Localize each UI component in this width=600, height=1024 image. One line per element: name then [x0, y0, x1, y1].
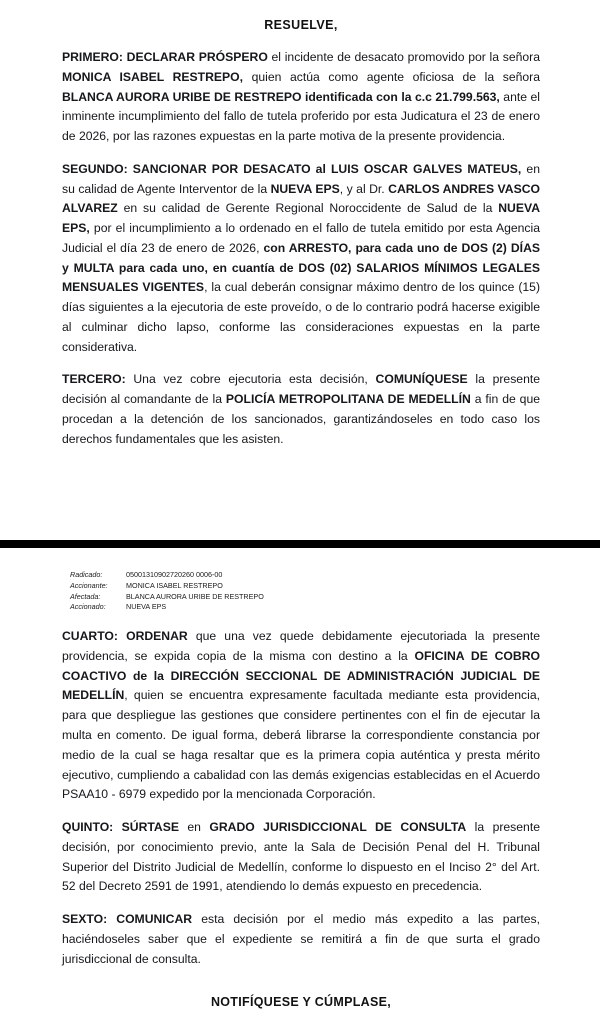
meta-value: 05001310902720260 0006-00 [126, 570, 223, 579]
meta-row [70, 602, 540, 613]
paragraph-cuarto: CUARTO: ORDENAR que una vez quede debidamente ejecutoriada la presente providencia, se expida copia de la misma con destino a la OFICINA DE COBRO COACTIVO de la DIRECCIÓN SECCIONAL DE ADMINISTRACIÓN JUDICIAL DE MEDELLÍN, quien se encuentra expresamente facultada mediante esta providencia, para que despliegue las gestiones que considere pertinentes con el fin de ejecutar la multa en comento. De igual forma, deberá librarse la correspondiente constancia por medio de la cual se haga resaltar que es la primera copia auténtica y presta mérito ejecutivo, cumpliendo a cabalidad con las demás exigencias establecidas en el Acuerdo PSAA10 - 6979 expedido por la mencionada Corporación. [62, 629, 540, 802]
meta-value: NUEVA EPS [126, 602, 167, 612]
meta-label: Radicado: [70, 570, 103, 579]
document-header-meta [62, 570, 540, 613]
meta-label: Afectada: [70, 591, 101, 601]
meta-label: Accionante: [70, 580, 108, 590]
meta-row [70, 581, 540, 592]
meta-label: Accionado: [70, 602, 106, 612]
paragraph-segundo: SEGUNDO: SANCIONAR POR DESACATO al LUIS OSCAR GALVES MATEUS, en su calidad de Agente Interventor de la NUEVA EPS, y al Dr. CARLOS ANDRES VASCO ALVAREZ en su calidad de Gerente Regional Noroccidente de Salud de la NUEVA EPS, por el incumplimiento a lo ordenado en el fallo de tutela emitido por esta Agencia Judicial el día 23 de enero de 2026, con ARRESTO, para cada uno de DOS (2) DÍAS y MULTA para cada uno, en cuantía de DOS (02) SALARIOS MÍNIMOS LEGALES MENSUALES VIGENTES, la cual deberán consignar máximo dentro de los quince (15) días siguientes a la ejecutoria de este proveído, o de lo contrario podrá hacerse exigible al culminar dicho lapso, conforme las consideraciones expuestas en la parte considerativa. [62, 161, 541, 354]
paragraph-sexto: SEXTO: COMUNICAR esta decisión por el medio más expedito a las partes, haciéndoseles saber que el expediente se remitirá a fin de que surta el grado jurisdiccional de consulta. [62, 912, 540, 966]
page-one-body [62, 48, 540, 450]
meta-value: MONICA ISABEL RESTREPO [126, 580, 223, 590]
paragraph-quinto: QUINTO: SÚRTASE en GRADO JURISDICCIONAL DE CONSULTA la presente decisión, por conocimiento previo, ante la Sala de Decisión Penal del H. Tribunal Superior del Distrito Judicial de Medellín, conforme lo dispuesto en el Inciso 2° del Art. 52 del Decreto 2591 de 1991, atendiendo lo demás expuesto en precedencia. [62, 820, 540, 894]
paragraph-primero: PRIMERO: DECLARAR PRÓSPERO el incidente de desacato promovido por la señora MONICA ISABEL RESTREPO, quien actúa como agente oficiosa de la señora BLANCA AURORA URIBE DE RESTREPO identificada con la c.c 21.799.563, ante el inminente incumplimiento del fallo de tutela proferido por esta Judicatura el 23 de enero de 2026, por las razones expuestas en la parte motiva de la presente providencia. [62, 50, 541, 144]
closing-line: NOTIFÍQUESE Y CÚMPLASE, [210, 995, 392, 1010]
page-separator [0, 540, 600, 548]
page-two-body [62, 627, 540, 969]
paragraph-tercero: TERCERO: Una vez cobre ejecutoria esta decisión, COMUNÍQUESE la presente decisión al comandante de la POLICÍA METROPOLITANA DE MEDELLÍN a fin de que procedan a la detención de los sancionados, garantizándoseles en todo caso los derechos fundamentales que les asisten. [62, 372, 541, 446]
meta-row [70, 592, 540, 603]
document-page-two [0, 548, 600, 1024]
page-title: RESUELVE, [264, 18, 338, 32]
meta-row [70, 570, 540, 581]
meta-value: BLANCA AURORA URIBE DE RESTREPO [126, 591, 264, 601]
